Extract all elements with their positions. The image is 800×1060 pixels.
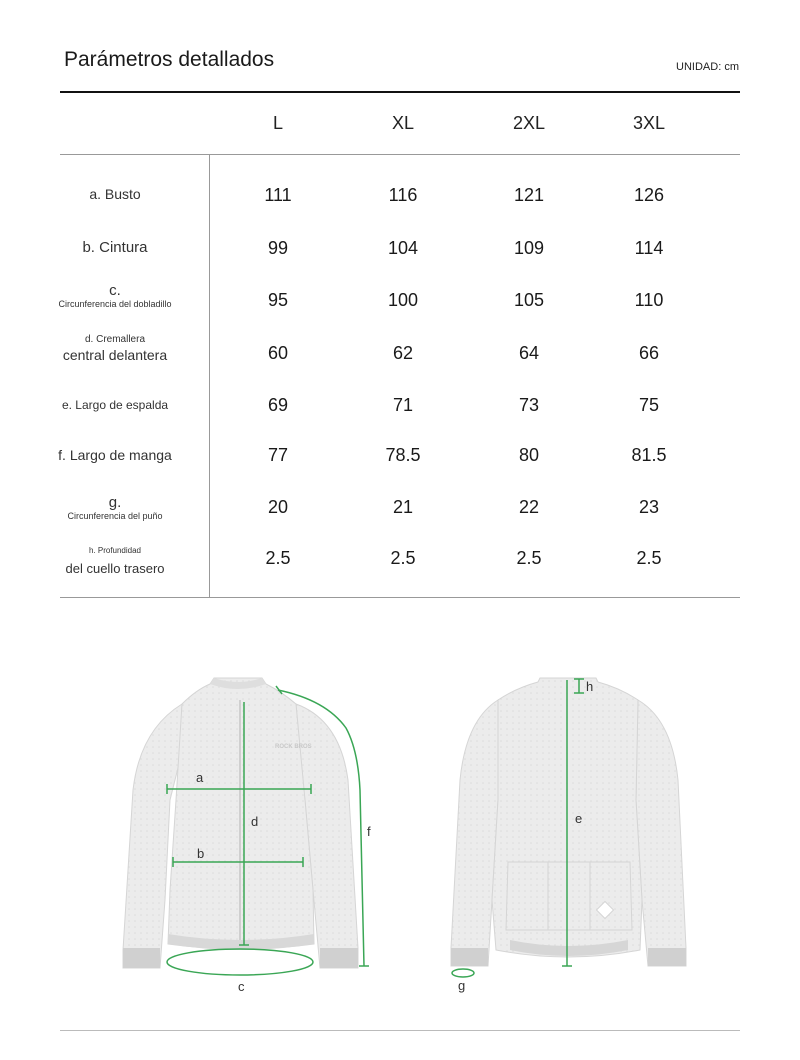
cell: 80 — [518, 445, 540, 465]
cell: 71 — [392, 395, 414, 415]
brand-logo: ROCK BROS — [275, 744, 312, 750]
cell: 77 — [267, 445, 289, 465]
cell: 62 — [392, 343, 414, 363]
row-label-back-length: e. Largo de espalda — [61, 398, 169, 412]
footer-rule — [60, 1030, 740, 1031]
cell: 2.5 — [265, 548, 291, 568]
cell: 21 — [392, 497, 414, 517]
cell: 104 — [387, 238, 419, 258]
cell: 60 — [267, 343, 289, 363]
cell: 105 — [513, 290, 545, 310]
cell: 116 — [388, 185, 418, 205]
cell: 95 — [267, 290, 289, 310]
label-b: b — [197, 846, 205, 861]
row-label-collar: h. Profundidad del cuello trasero — [65, 546, 165, 576]
cell: 23 — [638, 497, 660, 517]
row-label-waist: b. Cintura — [82, 239, 148, 256]
cell: 2.5 — [516, 548, 542, 568]
cell: 73 — [518, 395, 540, 415]
size-header-3xl: 3XL — [632, 113, 666, 133]
row-label-cuff: g. Circunferencia del puño — [67, 494, 163, 521]
cell: 2.5 — [390, 548, 416, 568]
label-f: f — [367, 824, 371, 839]
cell: 121 — [513, 185, 545, 205]
label-e: e — [575, 811, 583, 826]
label-c: c — [238, 979, 245, 994]
cell: 110 — [634, 290, 664, 310]
cell: 99 — [267, 238, 289, 258]
cell: 22 — [518, 497, 540, 517]
row-label-sleeve-length: f. Largo de manga — [58, 447, 172, 463]
row-label-zipper: d. Cremallera central delantera — [62, 334, 168, 363]
size-header-2xl: 2XL — [512, 113, 546, 133]
cell: 126 — [633, 185, 665, 205]
cell: 109 — [513, 238, 545, 258]
label-d: d — [251, 814, 259, 829]
size-header-l: L — [272, 113, 283, 133]
cell: 2.5 — [636, 548, 662, 568]
page-title: Parámetros detallados — [64, 48, 275, 71]
label-a: a — [196, 770, 204, 785]
cell: 111 — [264, 185, 292, 205]
unit-label: UNIDAD: cm — [676, 61, 739, 73]
cell: 114 — [634, 238, 664, 258]
cell: 66 — [638, 343, 660, 363]
label-h: h — [586, 679, 594, 694]
row-label-hem: c. Circunferencia del dobladillo — [58, 282, 172, 309]
cell: 64 — [518, 343, 540, 363]
label-g: g — [458, 978, 466, 993]
front-jacket — [123, 678, 358, 968]
cell: 20 — [267, 497, 289, 517]
row-label-bust: a. Busto — [89, 186, 141, 202]
back-jacket — [451, 678, 686, 966]
cell: 69 — [267, 395, 289, 415]
cell: 75 — [638, 395, 660, 415]
cell: 78.5 — [385, 445, 421, 465]
cell: 100 — [387, 290, 419, 310]
cell: 81.5 — [631, 445, 667, 465]
size-header-xl: XL — [391, 113, 415, 133]
